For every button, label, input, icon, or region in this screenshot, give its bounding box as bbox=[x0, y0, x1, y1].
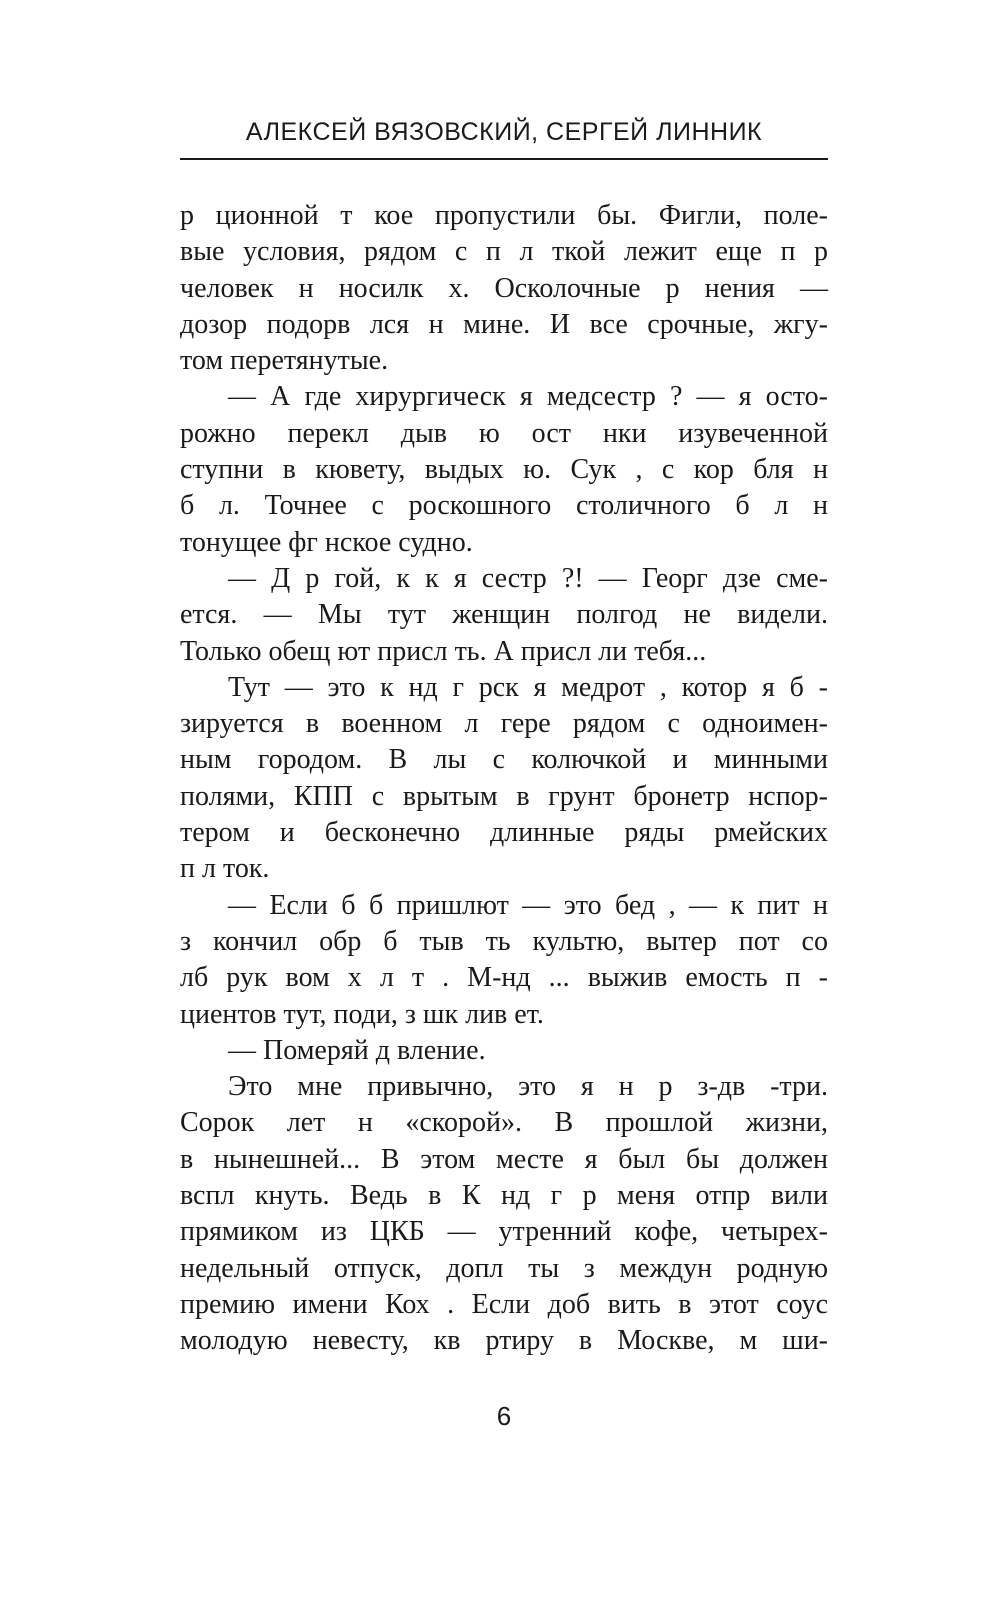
text-line: молодую невесту, кв ртиру в Москве, м ши- bbox=[180, 1325, 828, 1357]
text-line: рожно перекл дыв ю ост нки изувеченной bbox=[180, 417, 828, 449]
text-line: вспл кнуть. Ведь в К нд г р меня отпр вили bbox=[180, 1180, 828, 1212]
text-line: ным городом. В лы с колючкой и минными bbox=[180, 744, 828, 776]
text-line: тером и бесконечно длинные ряды рмейских bbox=[180, 817, 828, 849]
text-line: п л ток. bbox=[180, 853, 270, 885]
page-number: 6 bbox=[496, 1401, 512, 1431]
header-rule bbox=[180, 158, 828, 160]
text-line: — Померяй д вление. bbox=[228, 1034, 486, 1066]
text-line: — А где хирургическ я медсестр ? — я осто- bbox=[228, 381, 828, 413]
text-line: человек н носилк х. Осколочные р нения — bbox=[180, 272, 828, 304]
text-line: — Если б б пришлют — это бед , — к пит н bbox=[228, 889, 828, 921]
text-line: лб рук вом х л т . М-нд ... выжив емость п - bbox=[180, 962, 828, 994]
text-line: премию имени Кох . Если доб вить в этот соус bbox=[180, 1288, 828, 1320]
text-line: полями, КПП с врытым в грунт бронетр нспор- bbox=[180, 780, 828, 812]
text-line: Тут — это к нд г рск я медрот , котор я б - bbox=[228, 671, 828, 703]
text-line: дозор подорв лся н мине. И все срочные, жгу- bbox=[180, 308, 828, 340]
text-line: б л. Точнее с роскошного столичного б л н bbox=[180, 490, 828, 522]
text-line: тонущее фг нское судно. bbox=[180, 526, 473, 558]
text-line: прямиком из ЦКБ — утренний кофе, четырех- bbox=[180, 1216, 828, 1248]
text-line: Это мне привычно, это я н р з-дв -три. bbox=[228, 1071, 828, 1103]
body-text bbox=[180, 198, 828, 1360]
text-line: ется. — Мы тут женщин полгод не видели. bbox=[180, 599, 828, 631]
text-line: Только обещ ют присл ть. А присл ли тебя... bbox=[180, 635, 707, 667]
text-line: зируется в военном л гере рядом с одноимен- bbox=[180, 708, 828, 740]
text-line: ступни в кювету, выдых ю. Сук , с кор бля н bbox=[180, 454, 828, 486]
text-line: том перетянутые. bbox=[180, 345, 389, 377]
running-head: АЛЕКСЕЙ ВЯЗОВСКИЙ, СЕРГЕЙ ЛИННИК bbox=[245, 118, 763, 146]
text-line: в нынешней... В этом месте я был бы должен bbox=[180, 1143, 828, 1175]
text-line: циентов тут, поди, з шк лив ет. bbox=[180, 998, 544, 1030]
text-line: — Д р гой, к к я сестр ?! — Георг дзе сме- bbox=[228, 562, 828, 594]
text-line: Сорок лет н «скорой». В прошлой жизни, bbox=[180, 1107, 828, 1139]
text-line: з кончил обр б тыв ть культю, вытер пот со bbox=[180, 925, 828, 957]
text-line: вые условия, рядом с п л ткой лежит еще п р bbox=[180, 236, 828, 268]
text-line: недельный отпуск, допл ты з междун родную bbox=[180, 1252, 828, 1284]
text-line: р ционной т кое пропустили бы. Фигли, поле- bbox=[180, 200, 828, 231]
